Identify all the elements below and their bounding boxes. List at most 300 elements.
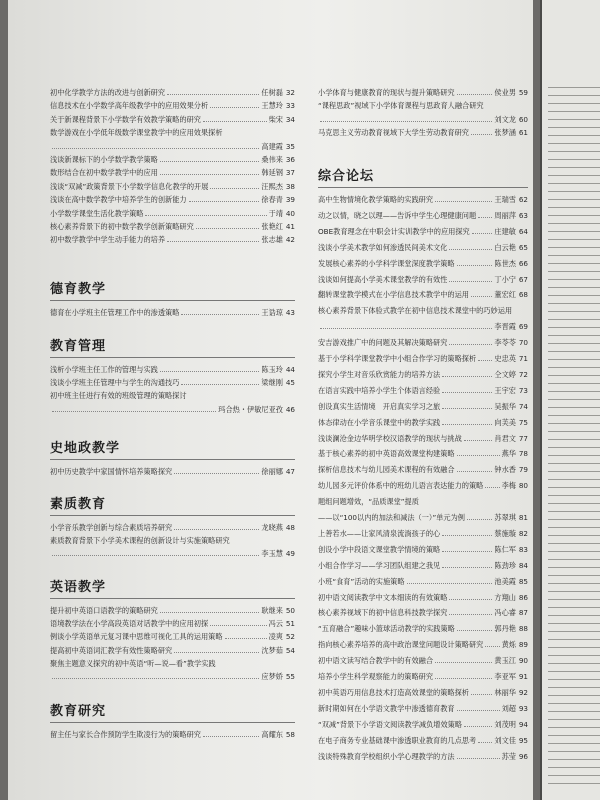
entry-title: 数学游戏在小学低年级数学课堂教学中的应用效果探析 <box>50 128 223 138</box>
entry-author: 方翔山 <box>494 592 516 602</box>
entry-author: 凌爽 <box>268 632 283 642</box>
toc-entry <box>50 619 295 628</box>
entry-title: 核心素养视域下的初中信息科技教学探究 <box>318 608 448 618</box>
entry-author: 张梦涵 <box>494 128 516 138</box>
toc-entry <box>50 467 295 476</box>
entry-title: 初中语文读写结合教学中的有效融合 <box>318 656 434 666</box>
toc-entry <box>318 656 528 665</box>
toc-entry <box>318 115 528 124</box>
toc-entry <box>50 155 295 164</box>
section-rule <box>50 459 295 460</box>
entry-page: 45 <box>285 378 295 388</box>
entry-title: 基于核心素养的初中英语高效课堂构建策略 <box>318 449 455 459</box>
toc-entry <box>50 168 295 177</box>
entry-title: 浅谈“双减”政策背景下小学数学信息化教学的开展 <box>50 181 209 191</box>
leader-dots <box>442 370 492 377</box>
entry-title: 浅谈澜沧金边华明学校汉语教学的现状与挑战 <box>318 433 462 443</box>
entry-title: 在电子商务专业基础课中渗透职业教育的几点思考 <box>318 735 477 745</box>
leader-dots <box>407 577 493 584</box>
entry-title: 浅谈在高中数学教学中培养学生的创新能力 <box>50 195 187 205</box>
entry-title: 小组合作学习——学习团队组建之我见 <box>318 560 441 570</box>
entry-author: 侯业男 <box>494 88 516 97</box>
entry-author: 玛合热・伊敏尼亚孜 <box>218 404 283 414</box>
entry-page: 67 <box>518 274 528 284</box>
toc-entry <box>50 672 295 681</box>
entry-title: 体态律动在小学音乐课堂中的教学实践 <box>318 417 441 427</box>
entry-title: 马克思主义劳动教育视域下大学生劳动教育研究 <box>318 128 469 138</box>
toc-entry <box>318 624 528 633</box>
leader-dots <box>467 513 492 520</box>
toc-entry <box>318 306 528 315</box>
leader-dots <box>181 378 259 385</box>
leader-dots <box>464 720 492 727</box>
entry-page: 94 <box>518 719 528 729</box>
leader-dots <box>449 243 492 250</box>
toc-entry <box>318 513 528 522</box>
entry-page: 40 <box>285 208 295 218</box>
entry-page: 71 <box>518 354 528 363</box>
entry-page: 35 <box>285 141 295 151</box>
entry-author: 陈玉玲 <box>261 365 283 374</box>
entry-author: 韩延钢 <box>261 168 283 178</box>
toc-entry <box>318 402 528 411</box>
entry-author: 龙晓燕 <box>261 523 283 532</box>
entry-author: 庄建敏 <box>494 226 516 236</box>
entry-page: 70 <box>518 338 528 348</box>
leader-dots <box>449 275 492 282</box>
leader-dots <box>478 736 492 743</box>
entry-author: 向芙美 <box>494 417 516 427</box>
entry-title: 浅谈新课标下的小学数学教学策略 <box>50 155 158 164</box>
toc-entry <box>318 608 528 617</box>
entry-page: 68 <box>518 290 528 300</box>
entry-page: 92 <box>518 687 528 697</box>
section-rule <box>50 515 295 516</box>
leader-dots <box>435 195 492 202</box>
entry-author: 刘文佳 <box>494 735 516 745</box>
entry-page: 91 <box>518 672 528 681</box>
toc-entry <box>318 720 528 729</box>
entry-author: 任树磊 <box>261 88 283 97</box>
toc-entry <box>318 434 528 443</box>
entry-page: 36 <box>285 155 295 164</box>
entry-page: 46 <box>285 404 295 414</box>
entry-page: 61 <box>518 128 528 138</box>
entry-author: 苏翠琪 <box>494 513 516 522</box>
leader-dots <box>457 704 500 711</box>
section-heading: 教育研究 <box>50 704 107 719</box>
leader-dots <box>174 467 259 474</box>
entry-author: 王慧玲 <box>261 101 283 111</box>
toc-entry <box>318 418 528 427</box>
entry-author: 仝文婷 <box>494 369 516 379</box>
toc-entry <box>318 243 528 252</box>
entry-author: 应梦娇 <box>261 672 283 681</box>
entry-author: 耿继来 <box>261 606 283 615</box>
entry-author: 桑伟来 <box>261 155 283 164</box>
toc-entry <box>318 259 528 268</box>
entry-page: 75 <box>518 417 528 427</box>
entry-title: 在语言实践中培养小学生个体语言经验 <box>318 385 441 395</box>
leader-dots <box>174 523 259 530</box>
entry-title: 创设真实生活情境 开启真实学习之旅 <box>318 401 441 411</box>
toc-entry <box>318 481 528 490</box>
leader-dots <box>457 449 500 456</box>
leader-dots <box>457 88 493 95</box>
entry-page: 74 <box>518 401 528 411</box>
entry-author: 蔡施璇 <box>494 528 516 538</box>
entry-page: 50 <box>285 606 295 615</box>
entry-author: 陈劲珍 <box>494 560 516 570</box>
toc-page <box>8 0 533 800</box>
section-heading: 教育管理 <box>50 339 107 354</box>
entry-author: 高建霞 <box>261 141 283 151</box>
entry-author: 钟水香 <box>494 465 516 475</box>
toc-entry <box>318 704 528 713</box>
leader-dots <box>196 222 260 229</box>
entry-title: 核心素养背景下的初中数学教学创新策略研究 <box>50 222 194 231</box>
entry-title: 例谈小学英语单元复习课中思维可视化工具的运用策略 <box>50 632 223 642</box>
entry-page: 77 <box>518 433 528 443</box>
entry-page: 59 <box>518 88 528 97</box>
toc-entry <box>50 405 295 414</box>
toc-entry <box>318 736 528 745</box>
entry-title: 发展核心素养的小学科学课堂深度教学策略 <box>318 258 455 268</box>
entry-title: 初中数学教学中学生动手能力的培养 <box>50 235 166 245</box>
next-page-text-lines <box>548 80 600 791</box>
entry-page: 55 <box>285 672 295 681</box>
toc-entry <box>50 222 295 231</box>
entry-author: 李晋霞 <box>494 322 516 332</box>
entry-page: 64 <box>518 226 528 236</box>
toc-entry <box>318 545 528 554</box>
entry-page: 51 <box>285 619 295 629</box>
entry-page: 37 <box>285 168 295 178</box>
entry-author: 张志雄 <box>261 235 283 245</box>
entry-title: 探析信息技术与幼儿园美术课程的有效融合 <box>318 465 455 475</box>
toc-entry <box>318 211 528 220</box>
entry-title: 数形结合在初中数学教学中的应用 <box>50 168 158 178</box>
entry-page: 90 <box>518 656 528 666</box>
entry-author: 张艳红 <box>261 222 283 231</box>
entry-author: 沈梦茹 <box>261 645 283 655</box>
entry-page: 89 <box>518 640 528 650</box>
entry-author: 徐春青 <box>261 195 283 205</box>
toc-entry <box>50 235 295 244</box>
leader-dots <box>435 656 492 663</box>
entry-author: 黄玉江 <box>494 656 516 666</box>
entry-title: “五育融合”趣味小篮球活动教学的实践策略 <box>318 624 455 634</box>
section-rule <box>50 300 295 301</box>
toc-entry <box>318 672 528 681</box>
leader-dots <box>457 624 493 631</box>
entry-author: 王瑞雪 <box>494 195 516 204</box>
entry-author: 于靖 <box>268 208 283 218</box>
toc-entry <box>318 529 528 538</box>
entry-title: 指向核心素养培养的高中政治课堂问题设计策略研究 <box>318 640 484 650</box>
leader-dots <box>442 386 492 393</box>
section-rule <box>50 722 295 723</box>
entry-author: 黄烁 <box>501 640 516 650</box>
leader-dots <box>160 606 260 613</box>
toc-entry <box>318 101 528 110</box>
toc-entry <box>50 606 295 615</box>
toc-entry <box>318 128 528 137</box>
entry-title: 浅谈小学班主任管理中与学生的沟通技巧 <box>50 378 180 388</box>
entry-title: 小班“食育”活动的实施策略 <box>318 576 405 586</box>
toc-entry <box>50 391 295 400</box>
toc-entry <box>50 549 295 558</box>
leader-dots <box>320 115 492 122</box>
toc-entry <box>50 632 295 641</box>
entry-title: 小学体育与健康教育的现状与提升策略研究 <box>318 88 455 97</box>
leader-dots <box>174 646 259 653</box>
toc-entry <box>318 561 528 570</box>
entry-title: 浅析小学班主任工作的管理与实践 <box>50 365 158 374</box>
leader-dots <box>320 322 492 329</box>
entry-page: 66 <box>518 258 528 268</box>
leader-dots <box>203 730 259 737</box>
entry-title: 幼儿园多元评价体系中的班幼儿语言表达能力的策略 <box>318 481 484 491</box>
entry-author: 冯心睿 <box>494 608 516 618</box>
toc-entry <box>318 227 528 236</box>
entry-title: 新时期如何在小学语文教学中渗透德育教育 <box>318 703 455 713</box>
entry-author: 燕华 <box>501 449 516 459</box>
leader-dots <box>210 619 266 626</box>
entry-page: 63 <box>518 210 528 220</box>
entry-author: 李玉慧 <box>261 549 283 559</box>
toc-entry <box>50 523 295 532</box>
entry-page: 33 <box>285 101 295 111</box>
entry-title: ——以“100以内的加法和减法（一）”单元为例 <box>318 513 465 522</box>
entry-author: 冯云 <box>268 619 283 629</box>
leader-dots <box>52 142 259 149</box>
leader-dots <box>442 545 492 552</box>
leader-dots <box>181 308 259 315</box>
leader-dots <box>471 290 492 297</box>
leader-dots <box>160 365 260 372</box>
toc-entry <box>318 88 528 97</box>
toc-entry <box>50 195 295 204</box>
entry-author: 李苓苓 <box>494 338 516 348</box>
entry-title: 语境教学法在小学高段英语对话教学中的应用初探 <box>50 619 209 629</box>
entry-page: 87 <box>518 608 528 618</box>
entry-page: 58 <box>285 730 295 739</box>
entry-author: 刘超 <box>501 703 516 713</box>
leader-dots <box>472 227 493 234</box>
entry-title: 初中英语巧用信息技术打造高效课堂的策略探析 <box>318 687 469 697</box>
entry-page: 41 <box>285 222 295 231</box>
entry-author: 王诰琼 <box>261 308 283 317</box>
entry-author: 刘文龙 <box>494 114 516 124</box>
leader-dots <box>189 195 260 202</box>
entry-title: 初中班主任进行有效的班级管理的策略探讨 <box>50 391 187 401</box>
entry-title: 聚焦主题意义探究的初中英语“听—说—看”教学实践 <box>50 658 216 668</box>
section-rule <box>318 187 528 188</box>
entry-author: 刘茂明 <box>494 719 516 729</box>
entry-author: 丁小宁 <box>494 274 516 284</box>
leader-dots <box>210 182 259 189</box>
entry-title: 浅谈小学美术教学如何渗透民间美术文化 <box>318 242 448 252</box>
entry-author: 苏莹 <box>501 751 516 761</box>
entry-author: 白云艳 <box>494 242 516 252</box>
entry-title: 留主任与家长合作预防学生欺凌行为的策略研究 <box>50 730 201 739</box>
entry-page: 52 <box>285 632 295 642</box>
entry-author: 林丽华 <box>494 687 516 697</box>
entry-title: 小学数学课堂生活化教学策略 <box>50 208 144 218</box>
leader-dots <box>442 561 492 568</box>
section-heading: 综合论坛 <box>318 169 375 184</box>
entry-page: 38 <box>285 181 295 191</box>
entry-author: 高耀东 <box>261 730 283 739</box>
toc-entry <box>50 659 295 668</box>
entry-title: 创设小学中段语文课堂教学情境的策略 <box>318 544 441 554</box>
toc-entry <box>318 338 528 347</box>
entry-author: 肖君文 <box>494 433 516 443</box>
entry-page: 73 <box>518 385 528 395</box>
entry-page: 80 <box>518 481 528 491</box>
toc-entry <box>318 354 528 363</box>
entry-page: 79 <box>518 465 528 475</box>
entry-page: 69 <box>518 322 528 332</box>
entry-title: 培养小学生科学观察能力的策略研究 <box>318 672 434 681</box>
leader-dots <box>457 465 493 472</box>
toc-entry <box>50 730 295 739</box>
entry-title: 关于新课程背景下小学数学有效教学策略的研究 <box>50 114 201 124</box>
section-rule <box>50 598 295 599</box>
entry-title: 基于小学科学课堂教学中小组合作学习的策略探析 <box>318 354 477 363</box>
toc-entry <box>318 290 528 299</box>
leader-dots <box>471 128 492 135</box>
entry-page: 72 <box>518 369 528 379</box>
entry-author: 陈世杰 <box>494 258 516 268</box>
entry-page: 43 <box>285 308 295 317</box>
entry-page: 44 <box>285 365 295 374</box>
entry-page: 42 <box>285 235 295 245</box>
entry-page: 83 <box>518 544 528 554</box>
entry-title: 初中历史教学中家国情怀培养策略探究 <box>50 467 173 476</box>
entry-title: 核心素养背景下体验式教学在初中信息技术课堂中的巧妙运用 <box>318 306 513 316</box>
entry-title: 信息技术在小学数学高年级教学中的应用效果分析 <box>50 101 209 111</box>
leader-dots <box>167 235 259 242</box>
entry-page: 54 <box>285 645 295 655</box>
entry-page: 78 <box>518 449 528 459</box>
leader-dots <box>449 608 492 615</box>
toc-entry <box>50 115 295 124</box>
entry-title: 小学音乐教学创新与综合素质培养研究 <box>50 523 173 532</box>
toc-entry <box>50 646 295 655</box>
entry-page: 81 <box>518 513 528 522</box>
toc-entry <box>318 195 528 204</box>
entry-title: “课程思政”视域下小学体育课程与思政育人融合研究 <box>318 101 484 111</box>
leader-dots <box>464 434 493 441</box>
entry-title: 德育在小学班主任管理工作中的渗透策略 <box>50 308 180 317</box>
toc-entry <box>318 386 528 395</box>
leader-dots <box>225 632 267 639</box>
leader-dots <box>457 259 493 266</box>
leader-dots <box>449 593 492 600</box>
leader-dots <box>52 672 259 679</box>
leader-dots <box>203 115 267 122</box>
entry-page: 49 <box>285 549 295 559</box>
entry-title: 安吉游戏推广中的问题及其解决策略研究 <box>318 338 448 348</box>
entry-title: 高中生物情境化教学策略的实践研究 <box>318 195 434 204</box>
entry-page: 65 <box>518 242 528 252</box>
toc-entry <box>318 275 528 284</box>
entry-title: 浅谈如何提高小学美术课堂教学的有效性 <box>318 274 448 284</box>
entry-author: 梁继刚 <box>261 378 283 388</box>
entry-title: 上善若水——让家风清泉流淌孩子的心 <box>318 528 441 538</box>
toc-entry <box>318 688 528 697</box>
entry-title: 动之以情，晓之以理——告诉中学生心理健康问题 <box>318 210 477 220</box>
entry-author: 徐丽娜 <box>261 467 283 476</box>
section-heading: 素质教育 <box>50 497 107 512</box>
entry-page: 48 <box>285 523 295 532</box>
entry-title: 探究小学生对音乐欣赏能力的培养方法 <box>318 369 441 379</box>
entry-page: 86 <box>518 592 528 602</box>
entry-page: 85 <box>518 576 528 586</box>
leader-dots <box>485 481 499 488</box>
next-page-edge <box>540 0 600 800</box>
entry-author: 汪熙杰 <box>261 181 283 191</box>
section-heading: 史地政教学 <box>50 441 121 456</box>
leader-dots <box>52 549 259 556</box>
entry-page: 60 <box>518 114 528 124</box>
leader-dots <box>442 418 492 425</box>
entry-author: 王宇宏 <box>494 385 516 395</box>
leader-dots <box>145 209 266 216</box>
entry-author: 池美霞 <box>494 576 516 586</box>
leader-dots <box>160 168 260 175</box>
toc-entry <box>50 101 295 110</box>
entry-page: 47 <box>285 467 295 476</box>
toc-entry <box>318 370 528 379</box>
entry-author: 李梅 <box>501 481 516 491</box>
entry-title: “双减”背景下小学语文阅读教学减负增效策略 <box>318 719 463 729</box>
toc-entry <box>318 577 528 586</box>
entry-author: 柴宋 <box>268 114 283 124</box>
leader-dots <box>442 402 492 409</box>
toc-entry <box>50 365 295 374</box>
entry-author: 郭丹艳 <box>494 624 516 634</box>
entry-author: 吴振华 <box>494 401 516 411</box>
toc-entry <box>50 378 295 387</box>
entry-title: 题组问题增效，“品质课堂”提质 <box>318 497 419 507</box>
entry-title: 初中化学教学方法的改进与创新研究 <box>50 88 166 97</box>
entry-page: 39 <box>285 195 295 205</box>
section-heading: 英语教学 <box>50 580 107 595</box>
toc-entry <box>50 128 295 137</box>
entry-author: 史忠英 <box>494 354 516 363</box>
toc-entry <box>50 209 295 218</box>
toc-entry <box>318 322 528 331</box>
entry-page: 84 <box>518 560 528 570</box>
entry-page: 95 <box>518 735 528 745</box>
toc-entry <box>318 465 528 474</box>
section-rule <box>50 357 295 358</box>
toc-entry <box>318 449 528 458</box>
toc-entry <box>318 640 528 649</box>
toc-entry <box>50 182 295 191</box>
entry-title: 浅谈特殊教育学校组织小学心理教学的方法 <box>318 751 455 761</box>
entry-title: 初中语文阅读教学中文本细读的有效策略 <box>318 592 448 602</box>
toc-entry <box>318 752 528 761</box>
leader-dots <box>485 640 499 647</box>
entry-page: 82 <box>518 528 528 538</box>
entry-title: 素质教育背景下小学美术课程的创新设计与实施策略研究 <box>50 536 230 546</box>
leader-dots <box>457 752 500 759</box>
entry-title: 提升初中英语口语教学的策略研究 <box>50 606 158 615</box>
